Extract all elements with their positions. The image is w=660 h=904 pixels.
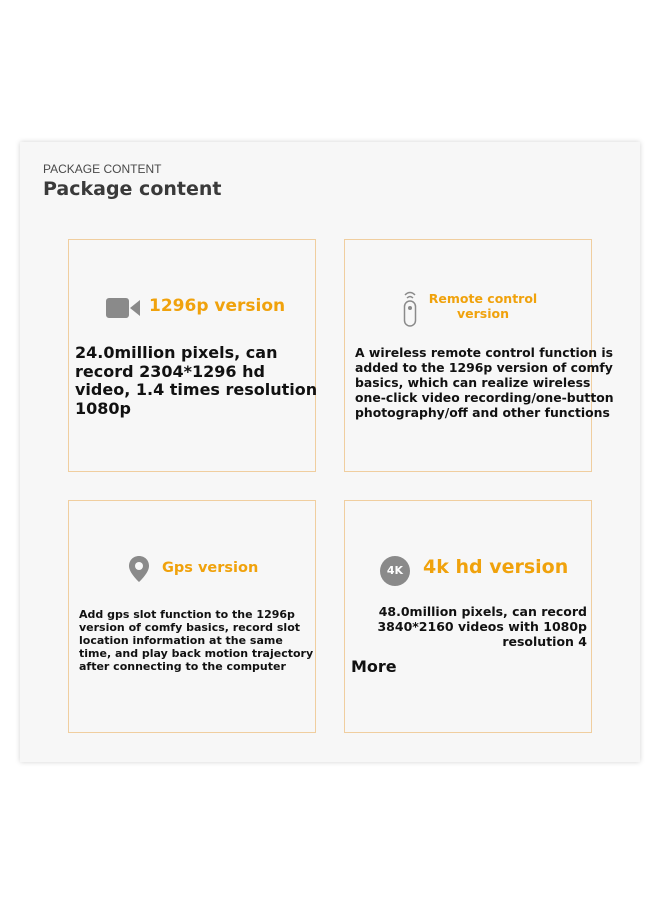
text-line: 1080p xyxy=(75,398,131,418)
text-line: basics, which can realize wireless xyxy=(355,375,591,390)
card-1296p xyxy=(68,239,316,472)
text-line: version of comfy basics, record slot xyxy=(79,621,301,634)
remote-control-icon xyxy=(402,289,418,331)
card-gps xyxy=(68,500,316,733)
title-line: Remote control xyxy=(428,291,538,306)
page-title: Package content xyxy=(43,178,222,200)
section-label: PACKAGE CONTENT xyxy=(43,162,162,176)
text-line: A wireless remote control function is xyxy=(355,345,614,360)
text-line: 24.0million pixels, can xyxy=(75,343,278,362)
card-title-4k: 4k hd version xyxy=(423,556,569,578)
text-line: 48.0million pixels, can record xyxy=(378,604,587,619)
card-4k xyxy=(344,500,592,733)
text-line: record 2304*1296 hd xyxy=(75,361,265,381)
card-text-remote xyxy=(355,345,614,420)
card-remote-control xyxy=(344,239,614,472)
text-line: Add gps slot function to the 1296p xyxy=(79,608,295,621)
4k-badge-icon xyxy=(380,556,410,586)
4k-badge-label: 4K xyxy=(386,564,404,577)
card-title-gps: Gps version xyxy=(162,560,259,576)
card-text-gps xyxy=(79,608,313,673)
card-title-remote xyxy=(423,291,543,321)
text-line: one-click video recording/one-button xyxy=(355,390,614,405)
video-camera-icon xyxy=(106,298,142,322)
text-line: video, 1.4 times resolution xyxy=(75,380,318,399)
text-line: added to the 1296p version of comfy xyxy=(355,360,613,375)
card-title-1296p: 1296p version xyxy=(149,296,286,316)
text-line: time, and play back motion trajectory xyxy=(79,647,314,660)
title-line: version xyxy=(456,306,509,321)
package-content-panel xyxy=(20,142,640,762)
card-text-4k xyxy=(353,604,587,649)
text-line: 3840*2160 videos with 1080p xyxy=(377,619,587,634)
text-line: resolution 4 xyxy=(502,634,587,649)
text-line: after connecting to the computer xyxy=(79,660,286,673)
more-link[interactable]: More xyxy=(351,657,397,676)
card-text-1296p xyxy=(75,344,317,418)
text-line: photography/off and other functions xyxy=(355,405,610,420)
location-pin-icon xyxy=(128,555,150,587)
text-line: location information at the same xyxy=(79,634,283,647)
